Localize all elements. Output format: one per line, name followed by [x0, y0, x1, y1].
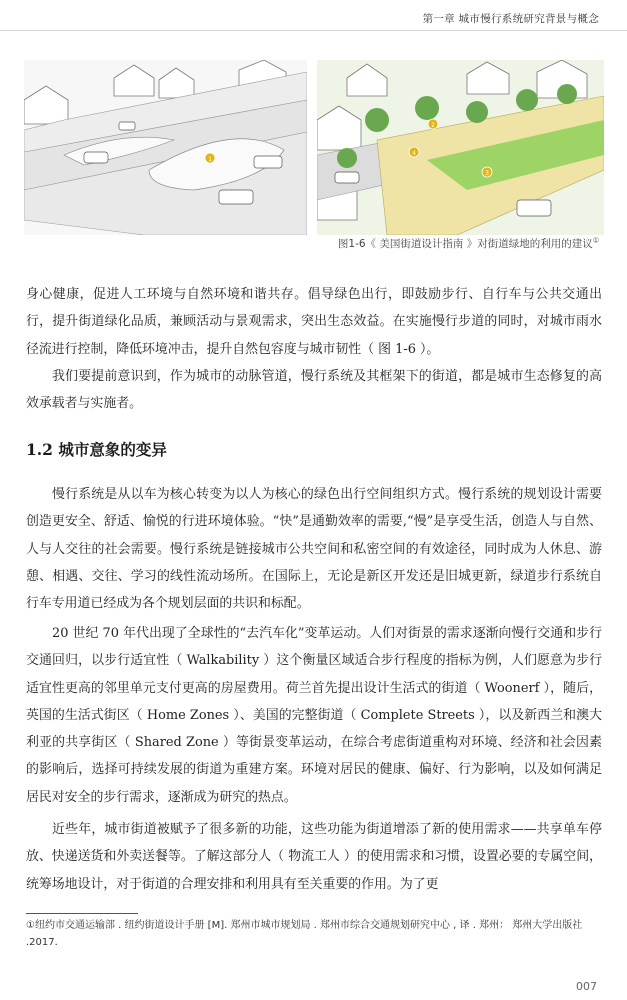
figure-after-illustration [317, 60, 604, 235]
body-paragraph-1: 身心健康，促进人工环境与自然环境和谐共存。倡导绿色出行，即鼓励步行、自行车与公共交通出行，提升街道绿化品质，兼顾活动与景观需求，突出生态效益。在实施慢行步道的同时，对城市雨水径流进行控制，降低环境冲击，提升自然包容度与城市韧性（ 图 1-6 ）。 [26, 287, 602, 357]
page-number: 007 [576, 980, 597, 993]
body-paragraph-4: 20 世纪 70 年代出现了全球性的“去汽车化”变革运动。人们对街景的需求逐渐向慢行交通和步行交通回归，以步行适宜性（ Walkability ）这个衡量区域适合步行程度的指标为例，人们愿意为步行适宜性更高的邻里单元支付更高的房屋费用。荷兰首先提出设计生活式的街道（ Woonerf ），随后，英国的生活式街区（ Home Zones ）、美国的完整街道（ Complete Streets ），以及新西兰和澳大利亚的共享街区（ Shared Zone ）等街景变革运动，在综合考虑街道重构对环境、经济和社会因素的影响后，选择可持续发展的街道为重建方案。环境对居民的健康、偏好、行为影响，以及如何满足居民对安全的步行需求，逐渐成为研究的热点。 [26, 626, 602, 805]
figure-before-illustration [24, 60, 307, 235]
body-paragraph-5: 近些年，城市街道被赋予了很多新的功能，这些功能为街道增添了新的使用需求——共享单车停放、快递送货和外卖送餐等。了解这部分人（ 物流工人 ）的使用需求和习惯，设置必要的专属空间，统筹场地设计，对于街道的合理安排和利用具有至关重要的作用。为了更 [26, 822, 602, 892]
figure-marker-label: 2 [431, 122, 435, 129]
body-paragraph-2: 我们要提前意识到，作为城市的动脉管道，慢行系统及其框架下的街道，都是城市生态修复的高效承载者与实施者。 [26, 369, 602, 412]
figure-marker-label: 4 [412, 150, 416, 157]
figure [24, 60, 604, 235]
footnote-rule [26, 913, 138, 914]
figure-marker-label: 3 [485, 170, 489, 177]
figure-caption [338, 236, 599, 251]
figure-marker-label: 1 [208, 156, 212, 163]
caption-text: 图1-6《 美国街道设计指南 》对街道绿地的利用的建议 [337, 238, 593, 250]
header-rule [0, 30, 627, 31]
section-heading: 1.2 城市意象的变异 [26, 440, 167, 459]
footnote: ①纽约市交通运输部 . 纽约街道设计手册 [M]. 郑州市城市规划局 . 郑州市综合交通规划研究中心 , 译 . 郑州： 郑州大学出版社 .2017. [26, 920, 583, 948]
running-header: 第一章 城市慢行系统研究背景与概念 [422, 13, 599, 25]
caption-note: ① [592, 236, 599, 245]
body-paragraph-3: 慢行系统是从以车为核心转变为以人为核心的绿色出行空间组织方式。慢行系统的规划设计需要创造更安全、舒适、愉悦的行进环境体验。“快”是通勤效率的需要,“慢”是享受生活，创造人与自然、人与人交往的社会需要。慢行系统是链接城市公共空间和私密空间的有效途径，同时成为人休息、游憩、相遇、交往、学习的线性流动场所。在国际上，无论是新区开发还是旧城更新，绿道步行系统自行车专用道已经成为各个规划层面的共识和标配。 [26, 487, 602, 612]
